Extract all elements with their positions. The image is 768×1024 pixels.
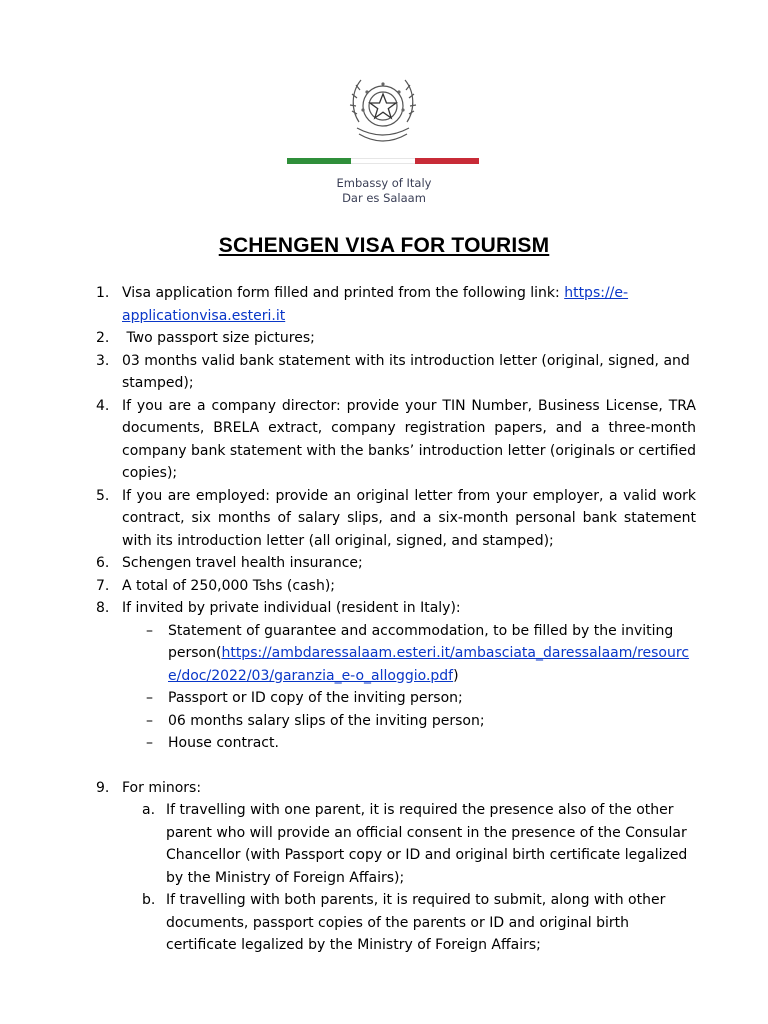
list-item-9 [0, 777, 768, 800]
item-text: If you are employed: provide an original letter from your employer, a valid work contract, six months of salary slips, and a six-month personal bank statement with its introduction letter (all original, signed, and stamped); [122, 487, 696, 549]
dash-bullet: – [146, 735, 153, 751]
item-text: Schengen travel health insurance; [122, 555, 363, 571]
item-text: Two passport size pictures; [122, 330, 315, 346]
sub-item-one-parent [0, 799, 768, 889]
item-number: 7. [96, 577, 110, 594]
item-text: Visa application form filled and printed from the following link: [122, 285, 565, 301]
sub-item-text: If travelling with one parent, it is required the presence also of the other parent who will provide an official consent in the presence of the Consular Chancellor (with Passport copy or ID and original birth certificate legalized by the Ministry of Foreign Affairs); [166, 802, 688, 886]
sub-item-both-parents [0, 889, 768, 957]
list-item-4 [0, 395, 768, 485]
embassy-line-2: Dar es Salaam [342, 191, 426, 205]
item-text: If you are a company director: provide your TIN Number, Business License, TRA documents, BRELA extract, company registration papers, and a three-month company bank statement with the banks’ introduction letter (originals or certified copies); [122, 397, 696, 481]
item-number: 8. [96, 600, 110, 616]
dash-bullet: – [146, 712, 153, 729]
item-number: 9. [96, 779, 110, 796]
italian-flag-bar [287, 158, 479, 164]
application-form-link[interactable]: https://e-applicationvisa.esteri.it [122, 285, 629, 324]
sub-item-text: Statement of guarantee and accommodation, to be filled by the inviting person( [168, 622, 674, 661]
sub-item-close: ) [453, 667, 459, 684]
embassy-name [0, 176, 768, 206]
item-number: 3. [96, 352, 110, 369]
item-number: 6. [96, 555, 110, 571]
item-text: A total of 250,000 Tshs (cash); [122, 577, 336, 594]
italian-republic-emblem-icon [345, 70, 421, 152]
dash-bullet: – [146, 622, 153, 639]
list-item-7 [0, 575, 768, 598]
item-number: 1. [96, 285, 110, 301]
list-item-8 [0, 597, 768, 620]
list-item-6 [0, 552, 768, 575]
flag-white [351, 158, 415, 164]
flag-green [287, 158, 351, 164]
dash-bullet: – [146, 690, 153, 706]
item-text: If invited by private individual (resident in Italy): [122, 600, 461, 616]
item-text: 03 months valid bank statement with its introduction letter (original, signed, and stamped); [122, 352, 690, 391]
letter-bullet: b. [142, 892, 156, 908]
sub-item-text: Passport or ID copy of the inviting person; [168, 690, 463, 706]
list-item-2 [0, 327, 768, 350]
item-number: 5. [96, 487, 110, 504]
list-item-3 [0, 350, 768, 395]
guarantee-form-link[interactable]: https://ambdaressalaam.esteri.it/ambasciata_daressalaam/resource/doc/2022/03/garanzia_e-o_alloggio.pdf [168, 645, 690, 684]
sub-item-text: If travelling with both parents, it is required to submit, along with other documents, passport copies of the parents or ID and original birth certificate legalized by the Ministry of Foreign Affairs; [166, 892, 666, 953]
flag-red [415, 158, 479, 164]
sub-item-salary [0, 710, 768, 733]
embassy-line-1: Embassy of Italy [336, 176, 432, 190]
sub-item-passport [0, 687, 768, 710]
sub-item-guarantee [0, 620, 768, 688]
item-text: For minors: [122, 779, 202, 796]
list-item-1 [0, 282, 768, 327]
sub-item-text: House contract. [168, 735, 279, 751]
item-number: 2. [96, 330, 110, 346]
requirements-list [0, 282, 768, 957]
letter-bullet: a. [142, 802, 156, 818]
sub-item-text: 06 months salary slips of the inviting person; [168, 712, 485, 729]
list-item-5 [0, 485, 768, 553]
document-title: SCHENGEN VISA FOR TOURISM [218, 234, 550, 257]
item-number: 4. [96, 397, 110, 414]
sub-item-house [0, 732, 768, 755]
